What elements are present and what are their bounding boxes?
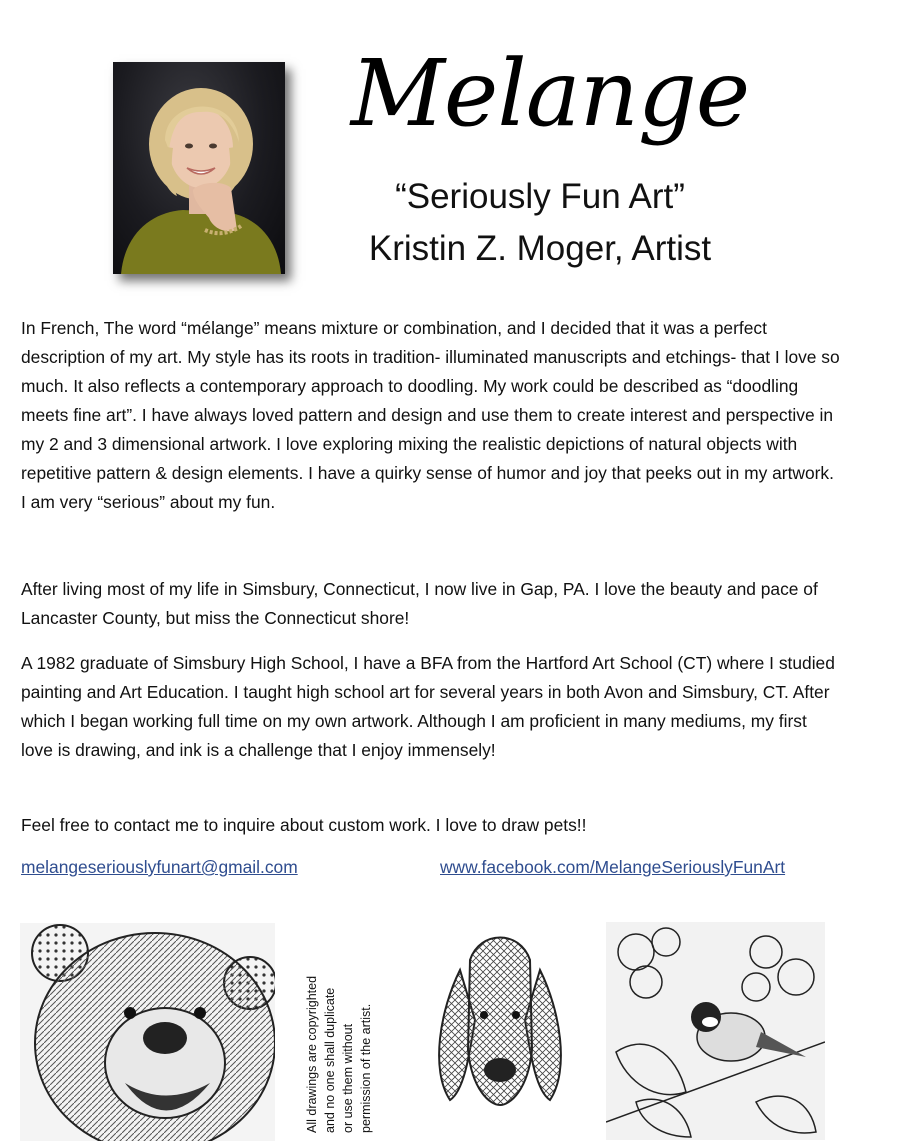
bio-paragraph-3: A 1982 graduate of Simsbury High School, I have a BFA from the Hartford Art School (CT) where I studied painting and Art Education. I taught high school art for several years in both Avon and Simsbury, CT. After which I began working full time on my own artwork. Although I am proficient in many mediums, my first love is drawing, and ink is a challenge that I enjoy immensely! [21,653,835,760]
copyright-line-4: permission of the artist. [359,1003,373,1133]
artist-portrait [113,62,285,274]
bio-paragraph-4: Feel free to contact me to inquire about custom work. I love to draw pets!! [21,815,587,835]
page-title: Melange [350,40,750,147]
facebook-link[interactable]: www.facebook.com/MelangeSeriouslyFunArt [440,857,786,877]
copyright-line-1: All drawings are copyrighted [305,975,319,1133]
tagline: “Seriously Fun Art” [395,177,685,216]
email-link[interactable]: melangeseriouslyfunart@gmail.com [21,857,298,877]
basset-hound-drawing [420,930,580,1130]
bio-paragraph-1: In French, The word “mélange” means mixture or combination, and I decided that it was a perfect description of my art. My style has its roots in tradition- illuminated manuscripts and etchings- that I love so much. It also reflects a contemporary approach to doodling. My work could be described as “doodling meets fine art”. I have always loved pattern and design and use them to create interest and perspective in my 2 and 3 dimensional artwork. I love exploring mixing the realistic depictions of natural objects with repetitive pattern & design elements. I have a quirky sense of humor and joy that peeks out in my artwork. I am very “serious” about my fun. [21,318,840,512]
bio-paragraph-2: After living most of my life in Simsbury, Connecticut, I now live in Gap, PA. I love the beauty and pace of Lancaster County, but miss the Connecticut shore! [21,579,818,628]
portrait-illustration [113,62,285,274]
copyright-notice [303,933,375,1133]
artist-name: Kristin Z. Moger, Artist [368,229,712,268]
copyright-line-3: or use them without [341,1023,355,1133]
copyright-line-2: and no one shall duplicate [323,987,337,1133]
bear-drawing [20,923,275,1141]
chickadee-drawing [606,922,825,1140]
